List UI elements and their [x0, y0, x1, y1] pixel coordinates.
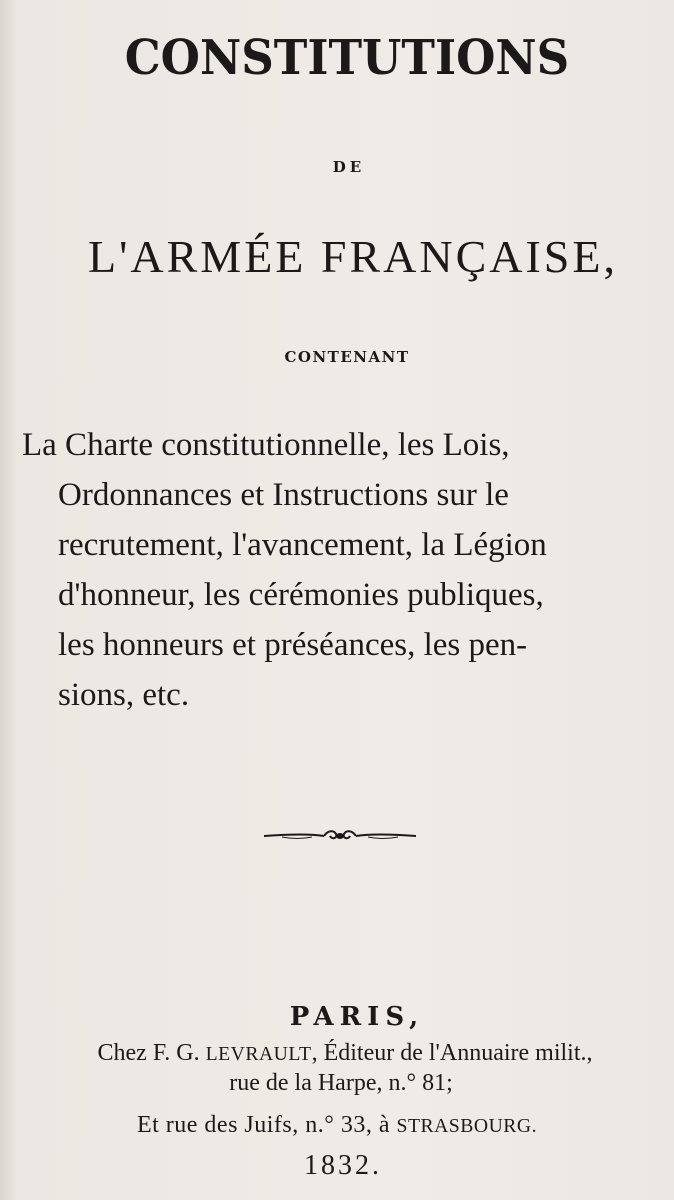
publisher-prefix: Chez F. G.	[97, 1040, 206, 1066]
imprint-publisher	[8, 1040, 674, 1067]
subtitle: L'ARMÉE FRANÇAISE,	[88, 231, 618, 282]
description-line: les honneurs et préséances, les pen-	[58, 627, 528, 663]
title-connector-de: DE	[332, 158, 366, 176]
contents-description	[22, 420, 674, 720]
strasbourg-prefix: Et rue des Juifs, n.° 33, à	[136, 1112, 397, 1138]
strasbourg-city: STRASBOURG.	[396, 1115, 538, 1137]
printer-ornament-icon	[262, 826, 418, 846]
imprint-address: rue de la Harpe, n.° 81;	[229, 1070, 453, 1096]
description-line: La Charte constitutionnelle, les Lois,	[22, 427, 510, 463]
description-line: sions, etc.	[58, 677, 190, 713]
publisher-suffix: , Éditeur de l'Annuaire milit.,	[311, 1040, 593, 1066]
main-title: CONSTITUTIONS	[124, 30, 570, 86]
description-line: Ordonnances et Instructions sur le	[58, 477, 509, 513]
imprint-strasbourg	[0, 1112, 674, 1139]
description-line: d'honneur, les cérémonies publiques,	[58, 577, 544, 613]
imprint-year: 1832.	[304, 1150, 382, 1181]
imprint-city: PARIS,	[289, 1002, 425, 1032]
contenant-label: CONTENANT	[284, 348, 410, 366]
description-line: recrutement, l'avancement, la Légion	[58, 527, 547, 563]
publisher-name: LEVRAULT	[205, 1043, 312, 1065]
